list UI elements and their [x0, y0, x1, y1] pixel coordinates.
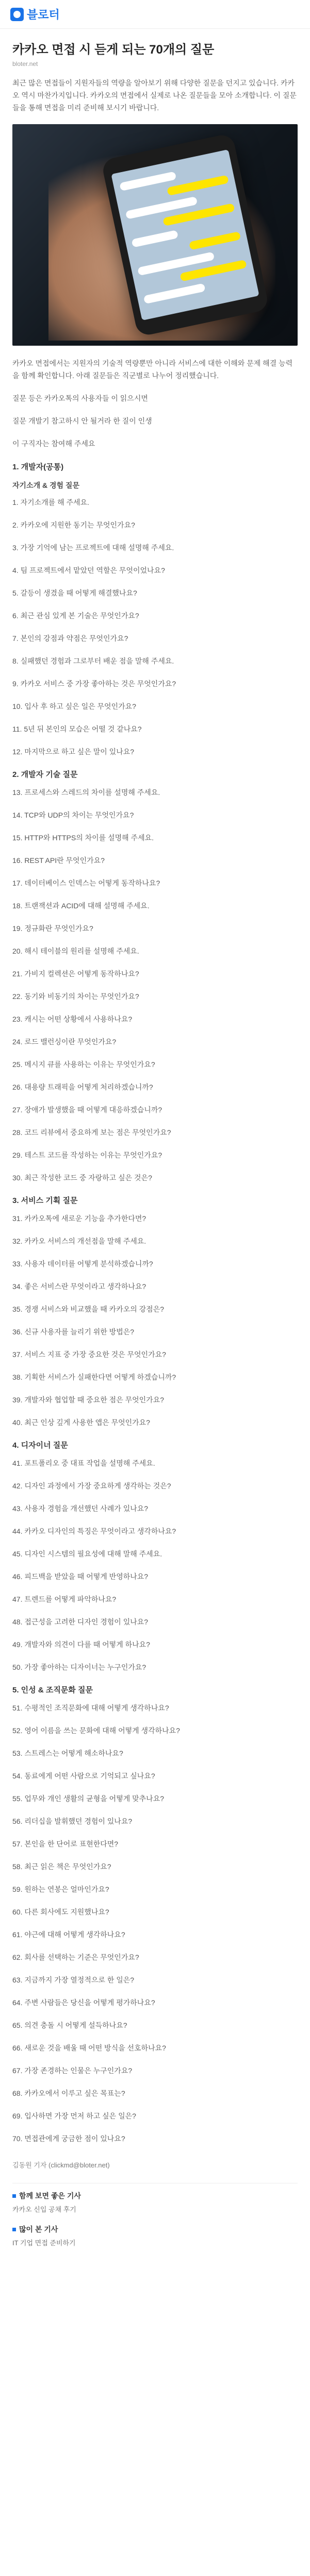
question-item: 8. 실패했던 경험과 그로부터 배운 점을 말해 주세요. [12, 657, 174, 665]
question-item: 32. 카카오 서비스의 개선점을 말해 주세요. [12, 1237, 146, 1245]
question-item: 54. 동료에게 어떤 사람으로 기억되고 싶나요? [12, 1772, 155, 1780]
question-item: 13. 프로세스와 스레드의 차이를 설명해 주세요. [12, 788, 160, 796]
question-item: 20. 해시 테이블의 원리를 설명해 주세요. [12, 947, 139, 955]
question-item: 18. 트랜잭션과 ACID에 대해 설명해 주세요. [12, 902, 150, 910]
question-item: 69. 입사하면 가장 먼저 하고 싶은 일은? [12, 2112, 136, 2120]
question-item: 38. 기획한 서비스가 실패한다면 어떻게 하겠습니까? [12, 1373, 176, 1381]
question-item: 15. HTTP와 HTTPS의 차이를 설명해 주세요. [12, 834, 154, 842]
question-item: 68. 카카오에서 이루고 싶은 목표는? [12, 2089, 125, 2097]
question-item: 39. 개발자와 협업할 때 중요한 점은 무엇인가요? [12, 1396, 165, 1404]
question-item: 24. 로드 밸런싱이란 무엇인가요? [12, 1038, 117, 1046]
intro-paragraph: 질문 등은 카카오톡의 사용자들 이 읽으시면 [12, 394, 148, 402]
question-item: 27. 장애가 발생했을 때 어떻게 대응하겠습니까? [12, 1106, 162, 1114]
question-item: 11. 5년 뒤 본인의 모습은 어떨 것 같나요? [12, 725, 142, 733]
question-list [12, 1702, 298, 2144]
question-item: 65. 의견 충돌 시 어떻게 설득하나요? [12, 2021, 127, 2029]
question-item: 46. 피드백을 받았을 때 어떻게 반영하나요? [12, 1572, 149, 1581]
question-list [12, 497, 298, 757]
related-heading [12, 2191, 298, 2201]
question-item: 28. 코드 리뷰에서 중요하게 보는 점은 무엇인가요? [12, 1128, 171, 1137]
question-item: 66. 새로운 것을 배울 때 어떤 방식을 선호하나요? [12, 2044, 166, 2052]
question-item: 22. 동기와 비동기의 차이는 무엇인가요? [12, 992, 139, 1001]
question-item: 16. REST API란 무엇인가요? [12, 856, 105, 865]
question-item: 47. 트렌드를 어떻게 파악하나요? [12, 1595, 117, 1603]
site-logo[interactable] [10, 6, 60, 22]
question-item: 60. 다른 회사에도 지원했나요? [12, 1908, 109, 1916]
question-item: 51. 수평적인 조직문화에 대해 어떻게 생각하나요? [12, 1704, 169, 1712]
question-item: 37. 서비스 지표 중 가장 중요한 것은 무엇인가요? [12, 1350, 166, 1359]
question-item: 48. 접근성을 고려한 디자인 경험이 있나요? [12, 1618, 149, 1626]
related-heading-label: 많이 본 기사 [19, 2225, 58, 2233]
question-list [12, 1213, 298, 1428]
article-title: 카카오 면접 시 듣게 되는 70개의 질문 [12, 43, 215, 57]
question-item: 62. 회사를 선택하는 기준은 무엇인가요? [12, 1953, 139, 1961]
question-item: 29. 테스트 코드를 작성하는 이유는 무엇인가요? [12, 1151, 162, 1159]
question-item: 6. 최근 관심 있게 본 기술은 무엇인가요? [12, 612, 139, 620]
logo-text: 블로터 [27, 8, 60, 21]
question-item: 9. 카카오 서비스 중 가장 좋아하는 것은 무엇인가요? [12, 680, 176, 688]
question-item: 34. 좋은 서비스란 무엇이라고 생각하나요? [12, 1282, 146, 1291]
question-item: 59. 원하는 연봉은 얼마인가요? [12, 1885, 109, 1893]
intro-paragraph: 최근 많은 면접들이 지원자들의 역량을 알아보기 위해 다양한 질문을 던지고 있습니다. 카카오 역시 마찬가지입니다. 카카오의 면접에서 실제로 나온 질문들을 모아 소개합니다. 이 질문들을 통해 면접을 미리 준비해 보시기 바랍니다. [12, 79, 297, 112]
question-item: 58. 최근 읽은 책은 무엇인가요? [12, 1862, 111, 1871]
question-list [12, 1458, 298, 1673]
question-item: 40. 최근 인상 깊게 사용한 앱은 무엇인가요? [12, 1418, 150, 1427]
question-item: 44. 카카오 디자인의 특징은 무엇이라고 생각하나요? [12, 1527, 176, 1535]
article-byline: bloter.net [12, 60, 38, 67]
question-item: 57. 본인을 한 단어로 표현한다면? [12, 1840, 119, 1848]
question-item: 53. 스트레스는 어떻게 해소하나요? [12, 1749, 123, 1757]
question-item: 50. 가장 좋아하는 디자이너는 누구인가요? [12, 1663, 146, 1671]
related-heading-label: 함께 보면 좋은 기사 [19, 2192, 81, 2200]
question-item: 25. 메시지 큐를 사용하는 이유는 무엇인가요? [12, 1060, 155, 1069]
logo-icon [10, 8, 24, 21]
question-item: 30. 최근 작성한 코드 중 자랑하고 싶은 것은? [12, 1174, 152, 1182]
question-item: 5. 갈등이 생겼을 때 어떻게 해결했나요? [12, 589, 137, 597]
section-heading: 1. 개발자(공통) [12, 463, 64, 471]
intro-paragraph: 카카오 면접에서는 지원자의 기술적 역량뿐만 아니라 서비스에 대한 이해와 문제 해결 능력을 함께 확인합니다. 아래 질문들은 직군별로 나누어 정리했습니다. [12, 359, 293, 380]
question-item: 70. 면접관에게 궁금한 점이 있나요? [12, 2134, 125, 2143]
related-heading [12, 2224, 298, 2234]
question-item: 36. 신규 사용자를 늘리기 위한 방법은? [12, 1328, 135, 1336]
question-item: 45. 디자인 시스템의 필요성에 대해 말해 주세요. [12, 1550, 162, 1558]
question-item: 2. 카카오에 지원한 동기는 무엇인가요? [12, 521, 135, 529]
question-item: 7. 본인의 강점과 약점은 무엇인가요? [12, 634, 128, 642]
section-heading: 5. 인성 & 조직문화 질문 [12, 1686, 93, 1694]
question-item: 55. 업무와 개인 생활의 균형을 어떻게 맞추나요? [12, 1794, 165, 1803]
question-item: 49. 개발자와 의견이 다를 때 어떻게 하나요? [12, 1640, 150, 1649]
related-article-label[interactable]: IT 기업 면접 준비하기 [12, 2239, 76, 2247]
section-heading: 4. 디자이너 질문 [12, 1441, 68, 1450]
related-article-label[interactable]: 카카오 신입 공채 후기 [12, 2206, 76, 2213]
chat-screen-image [111, 149, 259, 320]
question-item: 67. 가장 존경하는 인물은 누구인가요? [12, 2066, 133, 2075]
question-item: 19. 정규화란 무엇인가요? [12, 924, 93, 933]
question-item: 64. 주변 사람들은 당신을 어떻게 평가하나요? [12, 1998, 155, 2007]
question-item: 12. 마지막으로 하고 싶은 말이 있나요? [12, 748, 135, 756]
question-list [12, 787, 298, 1183]
header [0, 0, 310, 29]
related-articles [12, 2183, 298, 2247]
section-heading: 3. 서비스 기획 질문 [12, 1196, 78, 1205]
question-item: 3. 가장 기억에 남는 프로젝트에 대해 설명해 주세요. [12, 544, 174, 552]
article [0, 29, 310, 2247]
question-item: 17. 데이터베이스 인덱스는 어떻게 동작하나요? [12, 879, 160, 887]
question-item: 42. 디자인 과정에서 가장 중요하게 생각하는 것은? [12, 1482, 171, 1490]
question-item: 26. 대용량 트래픽을 어떻게 처리하겠습니까? [12, 1083, 153, 1091]
square-bullet-icon [12, 2228, 16, 2231]
related-article-link[interactable] [12, 2238, 298, 2247]
intro-paragraph: 이 구직자는 참여해 주세요 [12, 439, 95, 448]
question-item: 31. 카카오톡에 새로운 기능을 추가한다면? [12, 1214, 146, 1223]
question-item: 56. 리더십을 발휘했던 경험이 있나요? [12, 1817, 133, 1825]
square-bullet-icon [12, 2194, 16, 2198]
article-photo [12, 124, 298, 346]
question-item: 63. 지금까지 가장 열정적으로 한 일은? [12, 1976, 135, 1984]
question-item: 43. 사용자 경험을 개선했던 사례가 있나요? [12, 1504, 149, 1513]
question-item: 1. 자기소개를 해 주세요. [12, 498, 89, 506]
question-item: 35. 경쟁 서비스와 비교했을 때 카카오의 강점은? [12, 1305, 165, 1313]
question-item: 10. 입사 후 하고 싶은 일은 무엇인가요? [12, 702, 136, 710]
intro-paragraph: 질문 개발기 참고하시 안 될거라 한 질이 인생 [12, 417, 152, 425]
question-item: 4. 팀 프로젝트에서 맡았던 역할은 무엇이었나요? [12, 566, 165, 574]
question-item: 33. 사용자 데이터를 어떻게 분석하겠습니까? [12, 1260, 153, 1268]
question-item: 41. 포트폴리오 중 대표 작업을 설명해 주세요. [12, 1459, 155, 1467]
section-heading: 2. 개발자 기술 질문 [12, 770, 78, 779]
question-item: 14. TCP와 UDP의 차이는 무엇인가요? [12, 811, 134, 819]
question-item: 23. 캐시는 어떤 상황에서 사용하나요? [12, 1015, 133, 1023]
section-subheading: 자기소개 & 경험 질문 [12, 481, 79, 489]
article-author: 김동원 기자 (clickmd@bloter.net) [12, 2161, 110, 2169]
question-item: 52. 영어 이름을 쓰는 문화에 대해 어떻게 생각하나요? [12, 1726, 180, 1735]
related-article-link[interactable] [12, 2204, 298, 2214]
question-item: 61. 야근에 대해 어떻게 생각하나요? [12, 1930, 125, 1939]
question-item: 21. 가비지 컬렉션은 어떻게 동작하나요? [12, 970, 139, 978]
